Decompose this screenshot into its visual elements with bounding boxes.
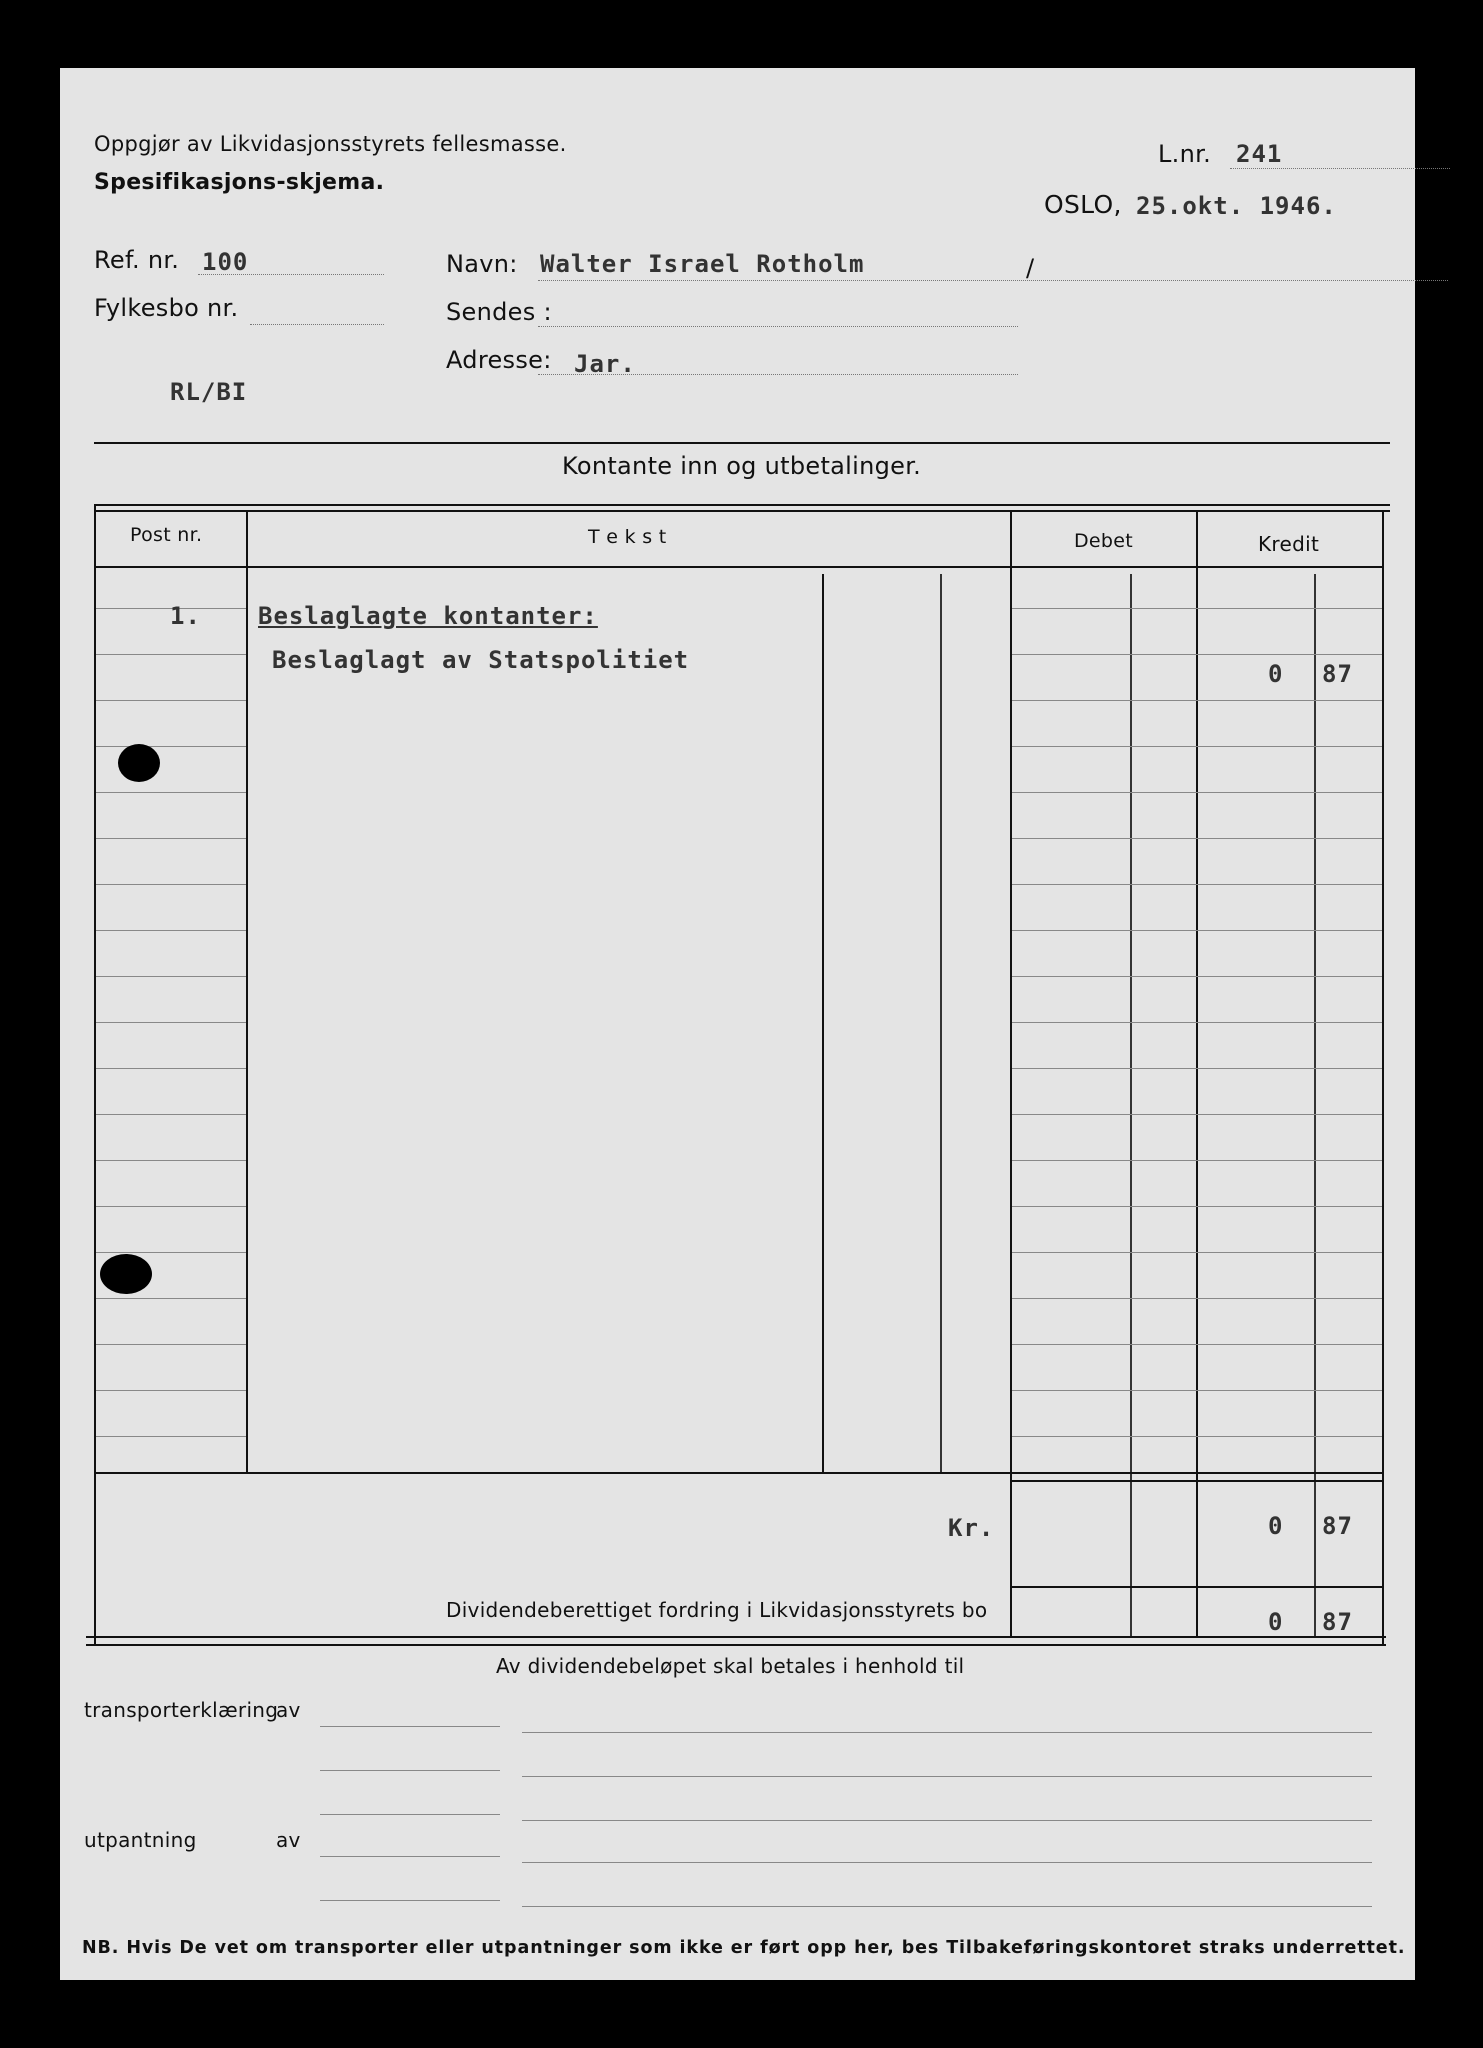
col-header-kredit: Kredit [1258, 532, 1320, 556]
ref-line [198, 274, 384, 275]
dividend-kroner: 0 [1268, 1608, 1284, 1636]
col-header-debet: Debet [1074, 530, 1134, 552]
row-kredit-ore: 87 [1322, 660, 1353, 688]
footer-intro: Av dividendebeløpet skal betales i henhold til [496, 1654, 965, 1678]
row-kredit-kroner: 0 [1268, 660, 1284, 688]
initials: RL/BI [170, 378, 248, 406]
col-divider-debet [1010, 510, 1012, 1638]
rule-top [94, 442, 1390, 444]
sendes-line [538, 326, 1018, 327]
col-divider-kredit [1196, 510, 1198, 1638]
lnr-value: 241 [1236, 140, 1283, 168]
sendes-label: Sendes : [446, 298, 552, 326]
lnr-line [1230, 168, 1450, 169]
transport-label: transporterklæring [84, 1698, 279, 1722]
punch-hole-lower [100, 1254, 152, 1294]
col-divider-text-2 [940, 574, 942, 1474]
col-divider-debet-ore [1130, 574, 1132, 1636]
totals-rule-2 [1010, 1480, 1384, 1482]
lnr-label: L.nr. [1158, 140, 1212, 168]
dividend-ore: 87 [1322, 1608, 1353, 1636]
row-text-line-1: Beslaglagte kontanter: [258, 602, 598, 630]
adresse-label: Adresse: [446, 346, 552, 374]
table-bottom-rule-1 [86, 1636, 1386, 1638]
totals-rule [94, 1472, 1384, 1474]
adresse-value: Jar. [574, 350, 636, 378]
date-value: 25.okt. 1946. [1136, 192, 1337, 220]
total-kroner: 0 [1268, 1512, 1284, 1540]
form-title: Spesifikasjons-skjema. [94, 170, 385, 195]
document-page [60, 68, 1415, 1980]
dividend-label: Dividendeberettiget fordring i Likvidasjonsstyrets bo [446, 1598, 988, 1622]
ref-value: 100 [202, 248, 249, 276]
col-header-tekst: T e k s t [588, 526, 667, 548]
col-divider-kredit-ore [1314, 574, 1316, 1636]
navn-label: Navn: [446, 250, 518, 278]
col-divider-text [822, 574, 824, 1474]
ref-label: Ref. nr. [94, 246, 180, 274]
adresse-line [538, 374, 1018, 375]
organization-heading: Oppgjør av Likvidasjonsstyrets fellesmasse. [94, 132, 567, 156]
navn-line [538, 280, 1448, 281]
navn-value: Walter Israel Rotholm [540, 250, 865, 278]
rule-table-1 [94, 504, 1390, 506]
col-divider-post [246, 510, 248, 1472]
table-title: Kontante inn og utbetalinger. [562, 452, 922, 480]
total-label: Kr. [948, 1514, 995, 1542]
col-header-post: Post nr. [130, 524, 203, 546]
fylkesbo-label: Fylkesbo nr. [94, 294, 239, 322]
utpantning-label: utpantning [84, 1828, 197, 1852]
punch-hole-upper [118, 744, 160, 782]
footer-note: NB. Hvis De vet om transporter eller utpantninger som ikke er ført opp her, bes Tilbakeføringskontoret straks underrettet. [82, 1938, 1406, 1958]
header-bottom-rule [94, 566, 1384, 568]
navn-mark: / [1026, 254, 1035, 282]
row-post-number: 1. [170, 602, 201, 630]
transport-av: av [276, 1698, 301, 1722]
fylkesbo-line [250, 324, 384, 325]
utpantning-av: av [276, 1828, 301, 1852]
total-ore: 87 [1322, 1512, 1353, 1540]
row-text-line-2: Beslaglagt av Statspolitiet [272, 646, 690, 674]
dividend-rule [1010, 1586, 1384, 1588]
table-bottom-rule-2 [86, 1644, 1386, 1646]
place-label: OSLO, [1044, 190, 1122, 219]
